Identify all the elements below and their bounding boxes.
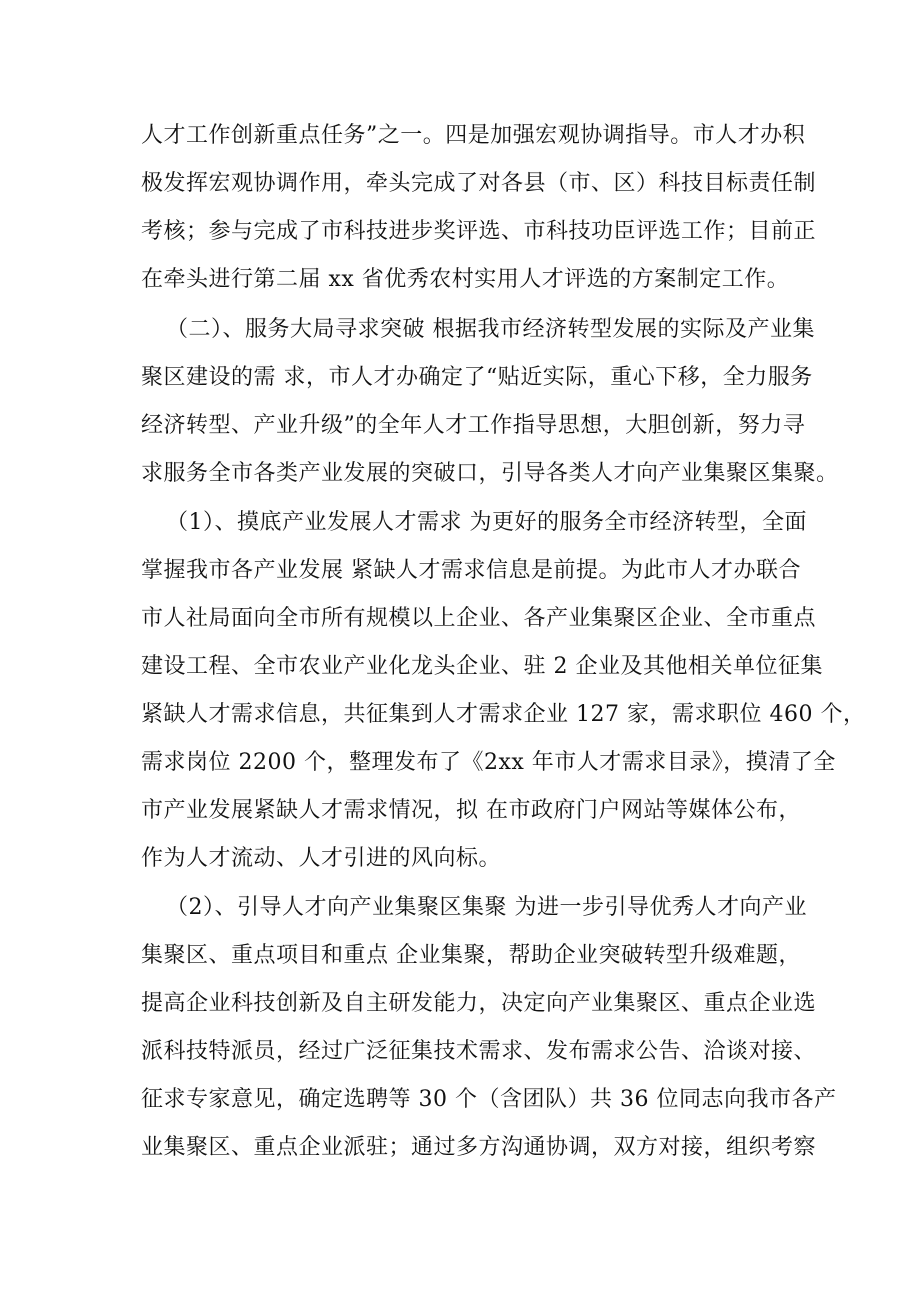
text-line: 极发挥宏观协调作用，牵头完成了对各县（市、区）科技目标责任制 <box>141 171 817 196</box>
text-line: 作为人才流动、人才引进的风向标。 <box>141 846 502 871</box>
text-line: 人才工作创新重点任务”之一。四是加强宏观协调指导。市人才办积 <box>141 123 806 148</box>
text-line: 需求岗位 2200 个，整理发布了《2xx 年市人才需求目录》，摸清了全 <box>141 750 836 775</box>
paragraph-heading-line: （1）、摸底产业发展人才需求 为更好的服务全市经济转型，全面 <box>166 510 807 535</box>
text-line: 考核；参与完成了市科技进步奖评选、市科技功臣评选工作；目前正 <box>141 219 817 244</box>
text-line: 市人社局面向全市所有规模以上企业、各产业集聚区企业、全市重点 <box>141 606 817 631</box>
text-line: 紧缺人才需求信息，共征集到人才需求企业 127 家，需求职位 460 个， <box>141 702 866 727</box>
text-line: 征求专家意见，确定选聘等 30 个（含团队）共 36 位同志向我市各产 <box>141 1087 837 1112</box>
text-line: 掌握我市各产业发展 紧缺人才需求信息是前提。为此市人才办联合 <box>141 558 801 583</box>
text-line: 求服务全市各类产业发展的突破口，引导各类人才向产业集聚区集聚。 <box>141 461 839 486</box>
text-line: 聚区建设的需 求，市人才办确定了“贴近实际，重心下移，全力服务 <box>141 365 813 390</box>
paragraph-heading-line: （2）、引导人才向产业集聚区集聚 为进一步引导优秀人才向产业 <box>166 895 807 920</box>
text-line: 提高企业科技创新及自主研发能力，决定向产业集聚区、重点企业选 <box>141 991 817 1016</box>
text-line: 在牵头进行第二届 xx 省优秀农村实用人才评选的方案制定工作。 <box>141 267 790 292</box>
text-line: 市产业发展紧缺人才需求情况，拟 在市政府门户网站等媒体公布， <box>141 798 801 823</box>
text-line: 建设工程、全市农业产业化龙头企业、驻 2 企业及其他相关单位征集 <box>141 654 823 679</box>
text-line: 集聚区、重点项目和重点 企业集聚，帮助企业突破转型升级难题， <box>141 943 801 968</box>
text-line: 派科技特派员，经过广泛征集技术需求、发布需求公告、洽谈对接、 <box>141 1039 817 1064</box>
text-line: 业集聚区、重点企业派驻；通过多方沟通协调，双方对接，组织考察 <box>141 1135 817 1160</box>
text-line: 经济转型、产业升级”的全年人才工作指导思想，大胆创新，努力寻 <box>141 413 806 438</box>
paragraph-heading-line: （二）、服务大局寻求突破 根据我市经济转型发展的实际及产业集 <box>166 317 815 342</box>
